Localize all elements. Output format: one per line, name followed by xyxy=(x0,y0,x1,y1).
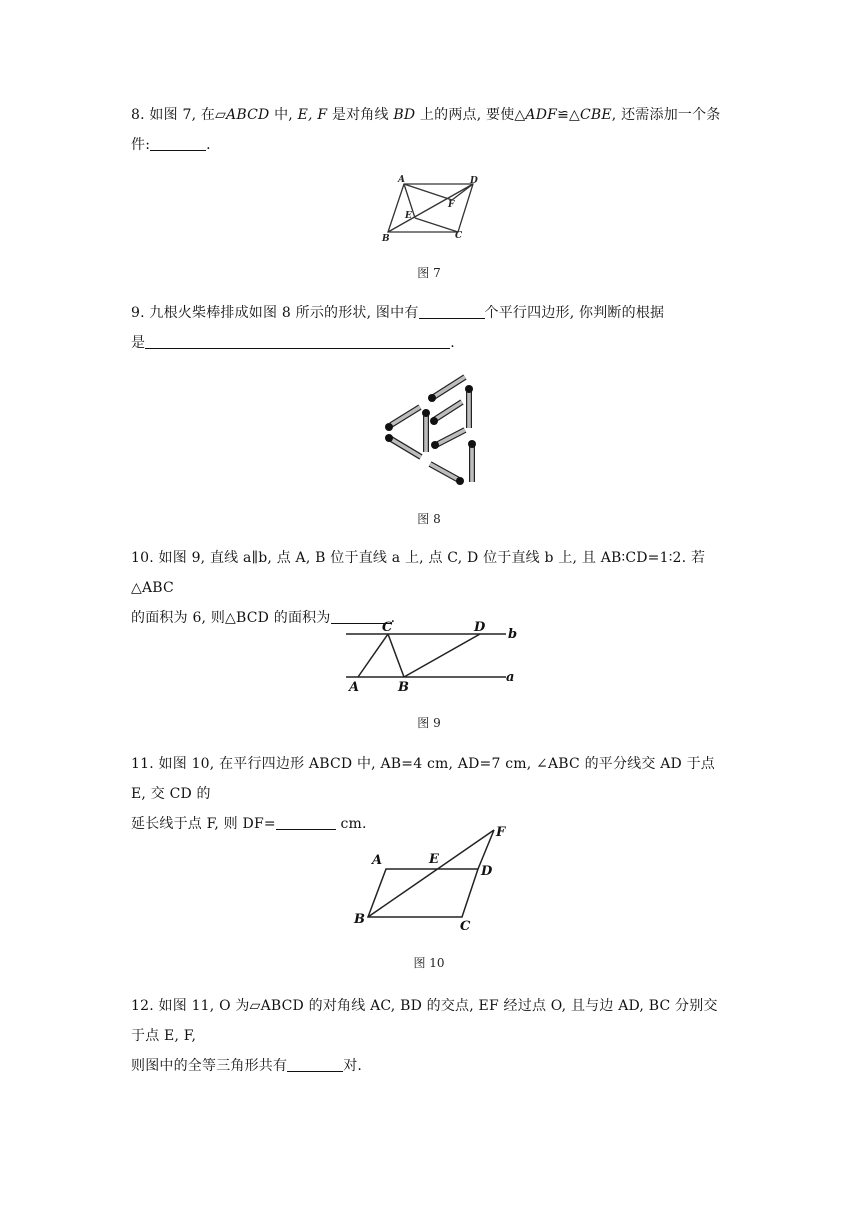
question-9 xyxy=(131,298,731,358)
question-11-line-2: 延长线于点 F, 则 DF= cm. xyxy=(131,809,731,839)
answer-blank[interactable] xyxy=(150,134,206,151)
question-10-line-1: 10. 如图 9, 直线 a∥b, 点 A, B 位于直线 a 上, 点 C, D 位于直线 b 上, 且 AB∶CD=1∶2. 若△ABC xyxy=(131,550,706,596)
answer-blank[interactable] xyxy=(287,1055,343,1072)
question-8-line-2: 件: . xyxy=(131,130,731,160)
figure-9-parallel-lines xyxy=(340,616,530,694)
answer-blank[interactable] xyxy=(276,813,336,830)
label-a: a xyxy=(506,670,515,685)
question-11-line-1: 11. 如图 10, 在平行四边形 ABCD 中, AB=4 cm, AD=7 cm, ∠ABC 的平分线交 AD 于点 E, 交 CD 的 xyxy=(131,756,716,802)
figure-8-caption: 图 8 xyxy=(417,512,441,526)
answer-blank[interactable] xyxy=(419,302,485,319)
figure-10-parallelogram xyxy=(348,822,518,934)
answer-blank[interactable] xyxy=(145,332,450,349)
question-8 xyxy=(131,100,731,160)
question-10-line-2: 的面积为 6, 则△BCD 的面积为 . xyxy=(131,603,731,633)
label-B: B xyxy=(354,912,365,927)
label-C: C xyxy=(460,919,471,934)
label-F: F xyxy=(496,825,506,840)
label-D: D xyxy=(470,176,478,186)
label-B: B xyxy=(398,680,409,694)
question-8-line-1: 8. 如图 7, 在▱ABCD 中, E, F 是对角线 BD 上的两点, 要使△ADF≌△CBE, 还需添加一个条 xyxy=(131,107,721,123)
label-A: A xyxy=(398,175,405,185)
label-D: D xyxy=(474,620,486,635)
question-12-line-1: 12. 如图 11, O 为▱ABCD 的对角线 AC, BD 的交点, EF 经过点 O, 且与边 AD, BC 分别交于点 E, F, xyxy=(131,998,718,1044)
label-C: C xyxy=(455,231,463,241)
figure-10-caption: 图 10 xyxy=(413,956,445,970)
question-9-line-1: 9. 九根火柴棒排成如图 8 所示的形状, 图中有 个平行四边形, 你判断的根据 xyxy=(131,298,731,328)
question-9-line-2: 是 . xyxy=(131,328,731,358)
figure-8-matchsticks xyxy=(376,372,486,492)
figure-9-caption: 图 9 xyxy=(417,716,441,730)
label-E: E xyxy=(429,852,439,867)
label-A: A xyxy=(349,680,360,694)
figure-7-caption: 图 7 xyxy=(417,266,441,280)
label-E: E xyxy=(405,211,412,221)
label-F: F xyxy=(448,200,455,210)
question-12 xyxy=(131,991,731,1081)
label-A: A xyxy=(372,853,383,868)
label-C: C xyxy=(382,620,393,635)
label-b: b xyxy=(508,627,518,642)
question-12-line-2: 则图中的全等三角形共有 对. xyxy=(131,1051,731,1081)
figure-7-parallelogram xyxy=(378,172,488,244)
label-D: D xyxy=(481,864,493,879)
label-B: B xyxy=(382,234,390,244)
